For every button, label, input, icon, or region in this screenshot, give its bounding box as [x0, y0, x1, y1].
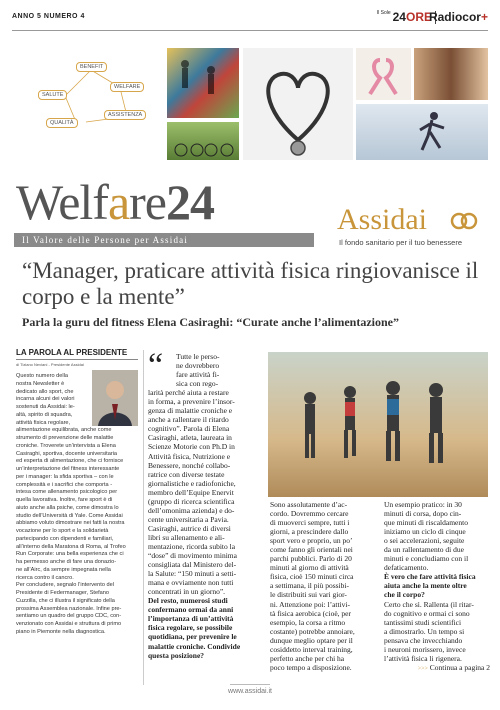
runners-illustration: [167, 48, 239, 118]
text-line: le distribuiti sui vari gior-: [270, 590, 347, 600]
text-line: l’attività fisica li rigenera.: [384, 653, 462, 663]
welfare24-logo: Welfare24: [16, 174, 214, 230]
text-line: sentiamo un quadro del gruppo CDC, con-: [16, 613, 122, 620]
runner-silhouette: [356, 104, 488, 160]
column-1-question: [148, 596, 266, 659]
text-line: alimentazione equilibrata, anche come: [16, 427, 112, 434]
text-line: per i manager: la sfida sportiva – con le: [16, 473, 114, 480]
text-line: vocazione per lo sport e la solidarietà: [16, 528, 109, 534]
text-line: libri su allenamento e ali-: [148, 532, 225, 542]
benefit-diagram: [16, 50, 166, 160]
stethoscope-heart-photo: [243, 48, 353, 160]
text-line: come fanno gli orientali nei: [270, 545, 353, 555]
assidai-tagline: Il fondo sanitario per il tuo benessere: [339, 238, 462, 247]
assidai-logo: Assidai: [337, 203, 427, 236]
text-line: cognitivo”. Parola di Elena: [148, 424, 230, 434]
text-line: Questo numero della: [16, 373, 68, 379]
runners-group-silhouette: [268, 352, 488, 497]
text-line: Scienze Motorie con Ph.D in: [148, 442, 235, 452]
text-line: parchi pubblici. Parlo di 20: [270, 554, 352, 564]
runner-photo: [356, 104, 488, 160]
text-line: “dose” di movimento minima: [148, 551, 237, 561]
banner: [12, 44, 488, 162]
text-line: nostra Newsletter è: [16, 380, 65, 387]
text-line: la Salute: “150 minuti a setti-: [148, 569, 237, 579]
ribbon-icon: [356, 48, 411, 100]
text-line: malattie croniche. Condivide: [148, 641, 241, 651]
text-line: quotidiana, per prevenire le: [148, 632, 237, 642]
text-line: fisica regolare, se possibile: [148, 623, 233, 633]
article-column-2: [270, 500, 378, 672]
text-line: Attività fisica, Nutrizione e: [148, 451, 231, 461]
text-line: ne dovrebbero: [176, 361, 220, 371]
column-3-answer: [384, 600, 490, 663]
text-line: quella lavorativa. Inoltre, fare sport è di: [16, 497, 113, 503]
text-line: Casiraghi, autrice di diversi: [148, 523, 231, 533]
text-line: poco tempo a disposizione.: [270, 662, 352, 672]
text-line: iniziamo un ciclo di cinque: [384, 527, 466, 537]
top-bar: [12, 10, 488, 28]
text-line: ne all’Airc, da sempre impegnata nella: [16, 566, 111, 573]
text-line: defaticamento.: [384, 563, 429, 573]
text-line: Benessere, nonché collabo-: [148, 460, 231, 470]
text-line: abbiamo voluto dimostrare nei fatti la nostra: [16, 520, 125, 527]
text-line: minuti di corsa, dopo cin-: [384, 509, 462, 519]
sole24ore-logo: $^{Il Sole}$ 24ORE: [376, 10, 432, 24]
text-line: Run Corporate: una bella esperienza che ci: [16, 551, 124, 558]
diagram-node-qualita: QUALITÀ: [46, 118, 78, 128]
text-line: l’importanza di un’attività: [148, 614, 234, 624]
text-line: strumento di prevenzione delle malattie: [16, 435, 114, 441]
text-line: esempio, la corsa a ritmo: [270, 617, 346, 627]
text-line: venzionato con Assidai e struttura di primo: [16, 621, 122, 627]
text-line: aiuta anche la mente oltre: [384, 581, 467, 591]
text-line: mentazione, ricorda subito la: [148, 541, 236, 551]
text-line: Certo che sì. Rallenta (il ritar-: [384, 599, 474, 609]
text-line: sostenuti da Assidai: le-: [16, 404, 75, 410]
text-line: Casiraghi, atleta, laureata in: [148, 433, 232, 443]
diagram-node-benefit: BENEFIT: [76, 62, 107, 72]
text-line: tà fisica aerobica (cioè, per: [270, 608, 351, 618]
sidebar-byline: di Tiziano Neviani - Presidente Assidai: [16, 362, 84, 367]
text-line: fisica, cioè 150 minuti circa: [270, 572, 354, 582]
text-line: Sono assolutamente d’ac-: [270, 500, 348, 509]
text-line: studio dell’Università di Yale. Come Assidai: [16, 512, 123, 519]
text-line: costante) potrebbe annoiare,: [270, 626, 355, 636]
column-divider: [143, 350, 144, 685]
runners-silhouette: [167, 48, 239, 118]
text-line: ni. Attenzione poi: l’attivi-: [270, 599, 350, 609]
text-line: partecipando con dipendenti e familiari,: [16, 535, 114, 542]
text-line: o sei accelerazioni, seguite: [384, 536, 465, 546]
sidebar-title: LA PAROLA AL PRESIDENTE: [16, 348, 138, 360]
text-line: mana e ovviamente non tutti: [148, 578, 234, 588]
text-line: all’interno della Maratona di Roma, al Trofeo: [16, 543, 126, 550]
text-line: Cuzzilla, che ci illustra il significato della: [16, 597, 115, 604]
radiocor-logo: Radiocor+: [428, 10, 488, 24]
runners-group-photo: [268, 352, 488, 497]
assidai-knot-icon: [450, 209, 478, 233]
text-line: prossima Assemblea nazionale. Infine pre-: [16, 605, 122, 612]
text-line: confermano ormai da anni: [148, 605, 234, 615]
text-line: cosiddetto interval training,: [270, 644, 353, 654]
text-line: croniche. Troverete un’intervista a Elena: [16, 442, 116, 449]
column-3-question: [384, 572, 490, 599]
text-line: cente universitaria a Pavia.: [148, 514, 229, 524]
opening-quote-mark: “: [148, 347, 164, 384]
article-headline: “Manager, praticare attività fisica ringiovanisce il corpo e la mente”: [22, 258, 479, 309]
article-subheadline: Parla la guru del fitness Elena Casiraghi: “Curate anche l’alimentazione”: [22, 315, 399, 329]
pink-ribbon-photo: [356, 48, 411, 100]
text-line: genza di malattie croniche e: [148, 406, 233, 416]
text-line: sport vero e proprio, un po’: [270, 536, 353, 546]
text-line: Casiraghi, sportiva, docente universitaria: [16, 450, 118, 457]
text-line: che il corpo?: [384, 590, 425, 600]
text-line: attività fisica regolare,: [16, 419, 71, 426]
issue-number: ANNO 5 NUMERO 4: [12, 13, 85, 20]
text-line: anche a rallentare il ritardo: [148, 415, 229, 425]
text-line: i neuroni morissero, invece: [384, 644, 466, 654]
text-line: perfetto anche per chi ha: [270, 653, 345, 663]
text-line: Per concludere, segnalo l’intervento del: [16, 582, 114, 589]
president-photo: [92, 370, 138, 426]
footer-url[interactable]: www.assidai.it: [228, 688, 272, 695]
text-line: tantissimi studi scientifici: [384, 617, 462, 627]
text-line: piano in Piemonte nella diagnostica.: [16, 628, 106, 635]
text-line: altà, spirito di squadra,: [16, 411, 73, 418]
text-line: ha permesso anche di fare una donazio-: [16, 559, 117, 565]
column-1-text: [148, 347, 266, 597]
text-line: in forma, a prevenire l’insor-: [148, 397, 235, 407]
text-line: a dimostrarlo. Un tempo si: [384, 626, 465, 636]
text-line: È vero che fare attività fisica: [384, 572, 476, 582]
text-line: minuti al giorno di attività: [270, 563, 349, 573]
text-line: ricerca contro il cancro.: [16, 574, 74, 581]
column-3-text: [384, 500, 490, 572]
text-line: larità perché aiuta a restare: [148, 388, 229, 398]
text-line: sica con rego-: [176, 379, 219, 389]
stethoscope-icon: [243, 48, 353, 160]
article-column-3: [384, 500, 490, 674]
text-line: fare attività fi-: [176, 370, 220, 380]
text-line: minuti e concludiamo con il: [384, 554, 469, 564]
text-line: ratrice con diverse testate: [148, 469, 225, 479]
text-line: Del resto, numerosi studi: [148, 596, 228, 606]
bikes-icon: [167, 122, 239, 160]
text-line: concentrati in un giorno”.: [148, 587, 226, 597]
text-line: aiuto anche alla psiche, come dimostra lo: [16, 504, 119, 511]
text-line: a settimana, il più possibi-: [270, 581, 349, 591]
text-line: consigliata dal Ministero del-: [148, 560, 237, 570]
text-line: pensava che invecchiando: [384, 635, 463, 645]
text-line: do cognitivo e ormai ci sono: [384, 608, 470, 618]
text-line: dunque meglio optare per il: [270, 635, 353, 645]
tagline-strip: Il Valore delle Persone per Assidai: [14, 233, 314, 247]
diagram-node-salute: SALUTE: [38, 90, 67, 100]
president-sidebar: [16, 348, 138, 637]
masthead: [14, 173, 490, 248]
continue-link[interactable]: >>> Continua a pagina 2: [417, 662, 490, 672]
text-line: di muoverci sempre, tutti i: [270, 518, 350, 528]
text-line: incarna alcuni dei valori: [16, 396, 75, 403]
text-line: giornalistiche e radiofoniche,: [148, 478, 236, 488]
diagram-node-assistenza: ASSISTENZA: [104, 110, 146, 120]
text-line: Presidente di Federmanager, Stefano: [16, 590, 109, 596]
text-line: da un rallentamento di due: [384, 545, 464, 555]
text-line: un’interpretazione del fitness interessante: [16, 466, 120, 472]
text-line: questa posizione?: [148, 650, 205, 660]
cyclists-photo: [167, 122, 239, 160]
text-line: cordo. Dovremmo cercare: [270, 509, 349, 519]
article-column-1: [148, 347, 266, 660]
president-portrait: [92, 370, 138, 426]
family-photo: [414, 48, 488, 100]
text-line: Un esempio pratico: in 30: [384, 500, 462, 509]
diagram-node-welfare: WELFARE: [110, 82, 144, 92]
text-line: giorni, a prescindere dallo: [270, 527, 349, 537]
text-line: dell’omonima azienda) e do-: [148, 505, 235, 515]
footer-rule: [230, 684, 270, 685]
text-line: membro dell’Equipe Enervit: [148, 487, 234, 497]
text-line: (gruppo di ricerca scientifica: [148, 496, 235, 506]
column-2-text: [270, 500, 378, 672]
text-line: ed esperta di alimentazione, che ci fornisce: [16, 458, 124, 465]
text-line: Tutte le perso-: [176, 352, 220, 361]
text-line: intesa come allenamento psicologico per: [16, 489, 118, 496]
text-line: complessità e i sacrifici che comporta -: [16, 481, 113, 488]
top-rule: [12, 30, 488, 31]
text-line: que minuti di riscaldamento: [384, 518, 468, 528]
text-line: dedicato allo sport, che: [16, 388, 74, 395]
